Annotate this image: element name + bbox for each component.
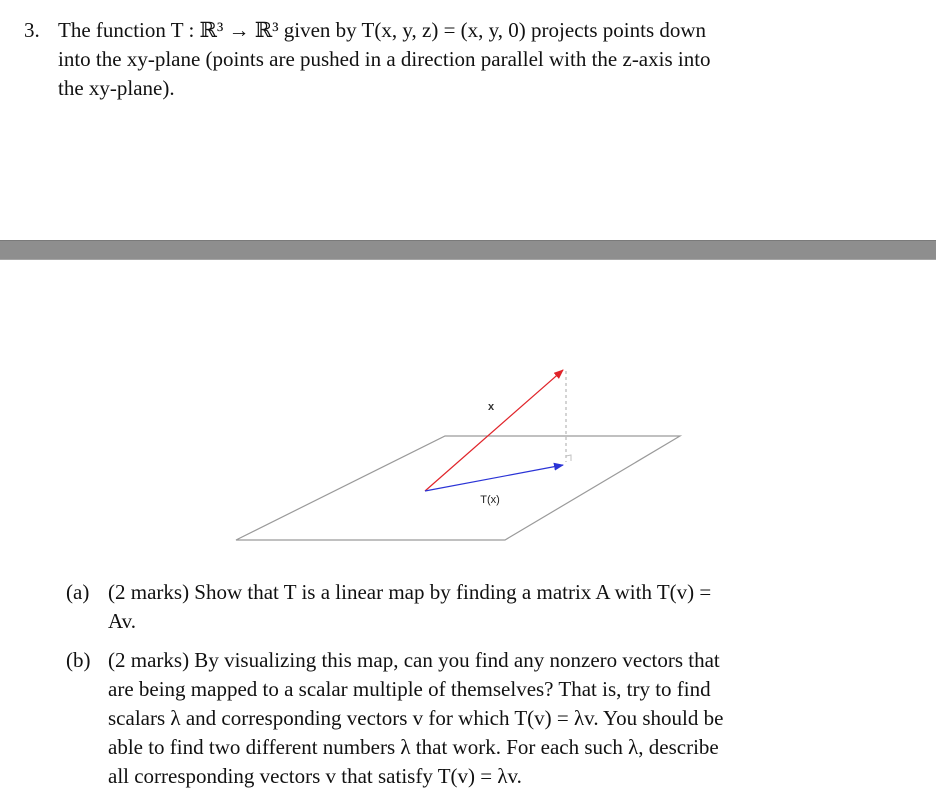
part-b-line-3: scalars λ and corresponding vectors v for which T(v) = λv. You should be <box>108 706 724 730</box>
problem-number: 3. <box>24 18 40 42</box>
xy-plane <box>236 436 680 540</box>
part-b-line-2: are being mapped to a scalar multiple of themselves? That is, try to find <box>108 677 711 701</box>
part-b-label: (b) <box>66 648 91 672</box>
vector-x-label: x <box>487 401 495 413</box>
problem-line-3: the xy-plane). <box>58 76 175 100</box>
part-b-line-5: all corresponding vectors v that satisfy T(v) = λv. <box>108 764 522 788</box>
vector-x-arrow <box>425 370 563 491</box>
section-divider <box>0 240 936 260</box>
problem-line-1: The function T : ℝ³ → ℝ³ given by T(x, y, z) = (x, y, 0) projects points down <box>58 18 707 42</box>
part-a-label: (a) <box>66 580 90 604</box>
vector-tx-arrow <box>425 465 563 491</box>
part-a-line-1: (2 marks) Show that T is a linear map by finding a matrix A with T(v) = <box>108 580 712 604</box>
part-b-line-1: (2 marks) By visualizing this map, can you find any nonzero vectors that <box>108 648 720 672</box>
right-angle-marker <box>566 455 571 461</box>
part-b-line-4: able to find two different numbers λ that work. For each such λ, describe <box>108 735 719 759</box>
projection-diagram <box>0 258 936 558</box>
part-a-line-2: Av. <box>108 609 136 633</box>
projection-figure <box>0 258 936 558</box>
problem-line-2: into the xy-plane (points are pushed in a direction parallel with the z-axis into <box>58 47 711 71</box>
vector-tx-label: T(x) <box>480 494 500 506</box>
